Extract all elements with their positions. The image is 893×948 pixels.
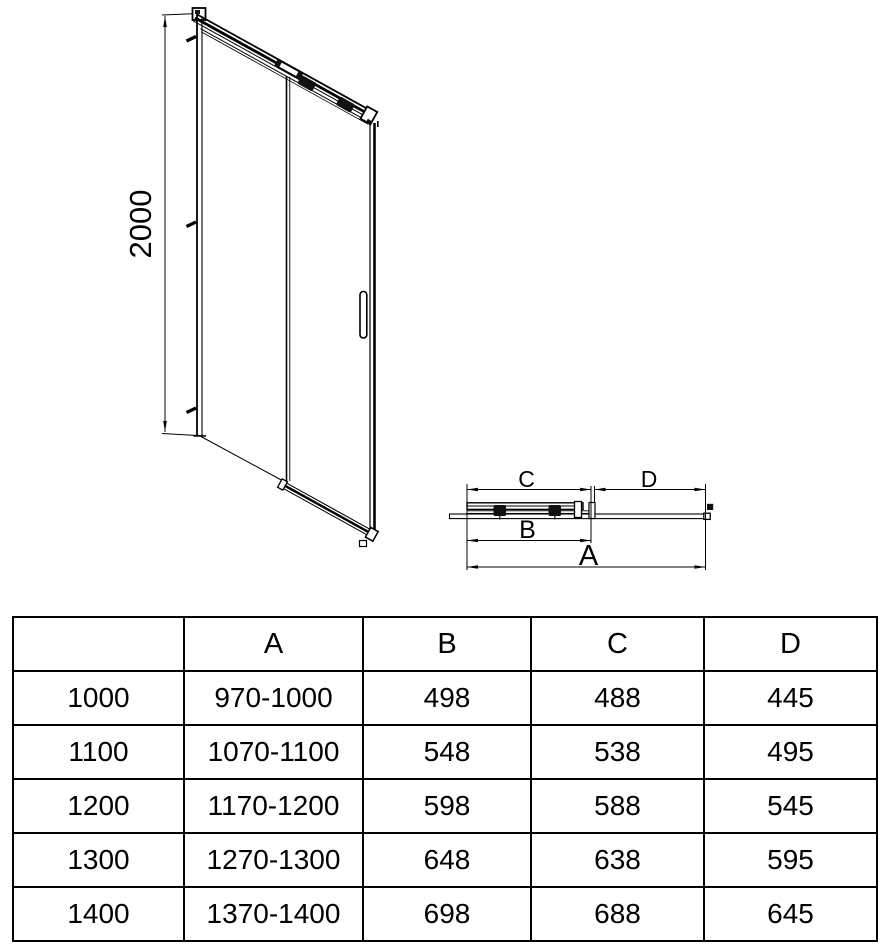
height-dimension-label: 2000 xyxy=(123,189,158,259)
table-row xyxy=(13,887,877,941)
bumper-plan xyxy=(575,502,582,518)
door-handle xyxy=(360,292,367,339)
table-row xyxy=(13,671,877,725)
dim-c-label: C xyxy=(518,466,535,492)
table-row xyxy=(13,833,877,887)
roller-plan-2 xyxy=(549,505,562,516)
cell-size: 1200 xyxy=(13,779,184,833)
cell-b: 598 xyxy=(363,779,531,833)
panel-end-cap xyxy=(704,513,710,519)
wall-profile-plan xyxy=(589,503,595,519)
dim-b xyxy=(467,516,591,544)
arrow-down xyxy=(163,421,167,432)
front-view xyxy=(123,8,378,547)
plan-view xyxy=(450,466,714,572)
cell-d: 495 xyxy=(704,725,877,779)
cell-d: 545 xyxy=(704,779,877,833)
dim-c xyxy=(467,466,591,492)
cell-size: 1100 xyxy=(13,725,184,779)
cell-c: 688 xyxy=(531,887,704,941)
cell-size: 1300 xyxy=(13,833,184,887)
cell-b: 498 xyxy=(363,671,531,725)
cell-b: 548 xyxy=(363,725,531,779)
plan-drawing xyxy=(450,502,714,520)
arrow-up xyxy=(163,16,167,27)
top-rail xyxy=(191,13,378,126)
cell-c: 488 xyxy=(531,671,704,725)
col-header-size xyxy=(13,617,184,671)
sliding-panel-edge xyxy=(287,76,290,481)
table-row xyxy=(13,725,877,779)
wall-bracket-bottom xyxy=(187,408,197,413)
wall-block xyxy=(707,504,713,510)
cell-d: 595 xyxy=(704,833,877,887)
cell-a: 1170-1200 xyxy=(184,779,363,833)
col-header-c: C xyxy=(531,617,704,671)
glass-bottom-edge xyxy=(201,437,284,482)
cell-d: 645 xyxy=(704,887,877,941)
wall-bracket-middle xyxy=(187,222,197,227)
table-header-row xyxy=(13,617,877,671)
cell-a: 1270-1300 xyxy=(184,833,363,887)
table-row xyxy=(13,779,877,833)
dim-a xyxy=(467,540,706,572)
dim-d xyxy=(595,466,706,492)
cell-c: 638 xyxy=(531,833,704,887)
roller-plan-1 xyxy=(494,505,507,516)
cell-b: 698 xyxy=(363,887,531,941)
dim-d-label: D xyxy=(640,466,658,492)
col-header-a: A xyxy=(184,617,363,671)
cell-a: 1370-1400 xyxy=(184,887,363,941)
door-frame-left xyxy=(187,8,207,436)
dim-a-label: A xyxy=(578,540,599,572)
bottom-bumper xyxy=(360,541,367,547)
cell-d: 445 xyxy=(704,671,877,725)
dim-b-label: B xyxy=(519,516,536,544)
col-header-b: B xyxy=(363,617,531,671)
cell-a: 1070-1100 xyxy=(184,725,363,779)
cell-b: 648 xyxy=(363,833,531,887)
dimension-table xyxy=(12,616,878,942)
cell-c: 588 xyxy=(531,779,704,833)
wall-bracket-top xyxy=(187,37,197,42)
cell-a: 970-1000 xyxy=(184,671,363,725)
cell-c: 538 xyxy=(531,725,704,779)
cell-size: 1400 xyxy=(13,887,184,941)
cell-size: 1000 xyxy=(13,671,184,725)
col-header-d: D xyxy=(704,617,877,671)
bottom-rail xyxy=(277,478,378,541)
